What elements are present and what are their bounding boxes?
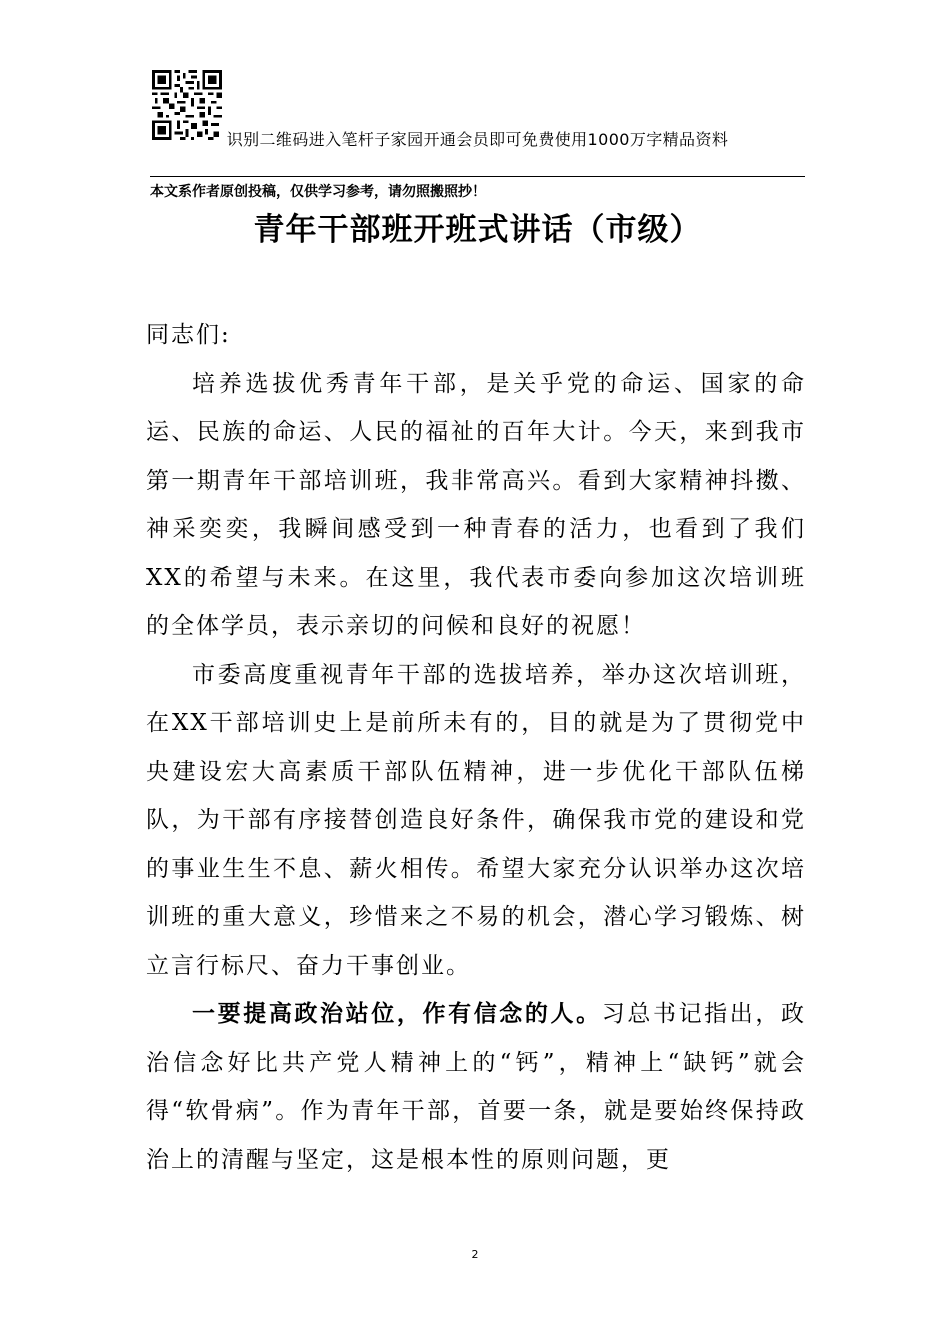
section-heading: 一要提高政治站位，作有信念的人。 <box>192 1001 602 1027</box>
document-body <box>146 311 806 1184</box>
paragraph: 培养选拔优秀青年干部，是关乎党的命运、国家的命运、民族的命运、人民的福祉的百年大计。今天，来到我市第一期青年干部培训班，我非常高兴。看到大家精神抖擞、神采奕奕，我瞬间感受到一种青春的活力，也看到了我们XX的希望与未来。在这里，我代表市委向参加这次培训班的全体学员，表示亲切的问候和良好的祝愿！ <box>146 370 806 639</box>
header-divider <box>150 176 805 177</box>
section-text: 习总书记指出，政治信念好比共产党人精神上的“钙”，精神上“缺钙”就会得“软骨病”。作为青年干部，首要一条，就是要始终保持政治上的清醒与坚定，这是根本性的原则问题，更 <box>146 1001 807 1173</box>
salutation: 同志们: <box>146 322 231 348</box>
page-number: 2 <box>471 1248 479 1261</box>
disclaimer-note: 本文系作者原创投稿，仅供学习参考，请勿照搬照抄！ <box>150 184 486 200</box>
document-title: 青年干部班开班式讲话（市级） <box>253 212 702 248</box>
section-paragraph <box>146 990 806 1184</box>
paragraph: 市委高度重视青年干部的选拔培养，举办这次培训班，在XX干部培训史上是前所未有的，目的就是为了贯彻党中央建设宏大高素质干部队伍精神，进一步优化干部队伍梯队，为干部有序接替创造良好条件，确保我市党的建设和党的事业生生不息、薪火相传。希望大家充分认识举办这次培训班的重大意义，珍惜来之不易的机会，潜心学习锻炼、树立言行标尺、奋力干事创业。 <box>146 661 806 979</box>
header-banner: 识别二维码进入笔杆子家园开通会员即可免费使用1000万字精品资料 <box>226 130 729 149</box>
